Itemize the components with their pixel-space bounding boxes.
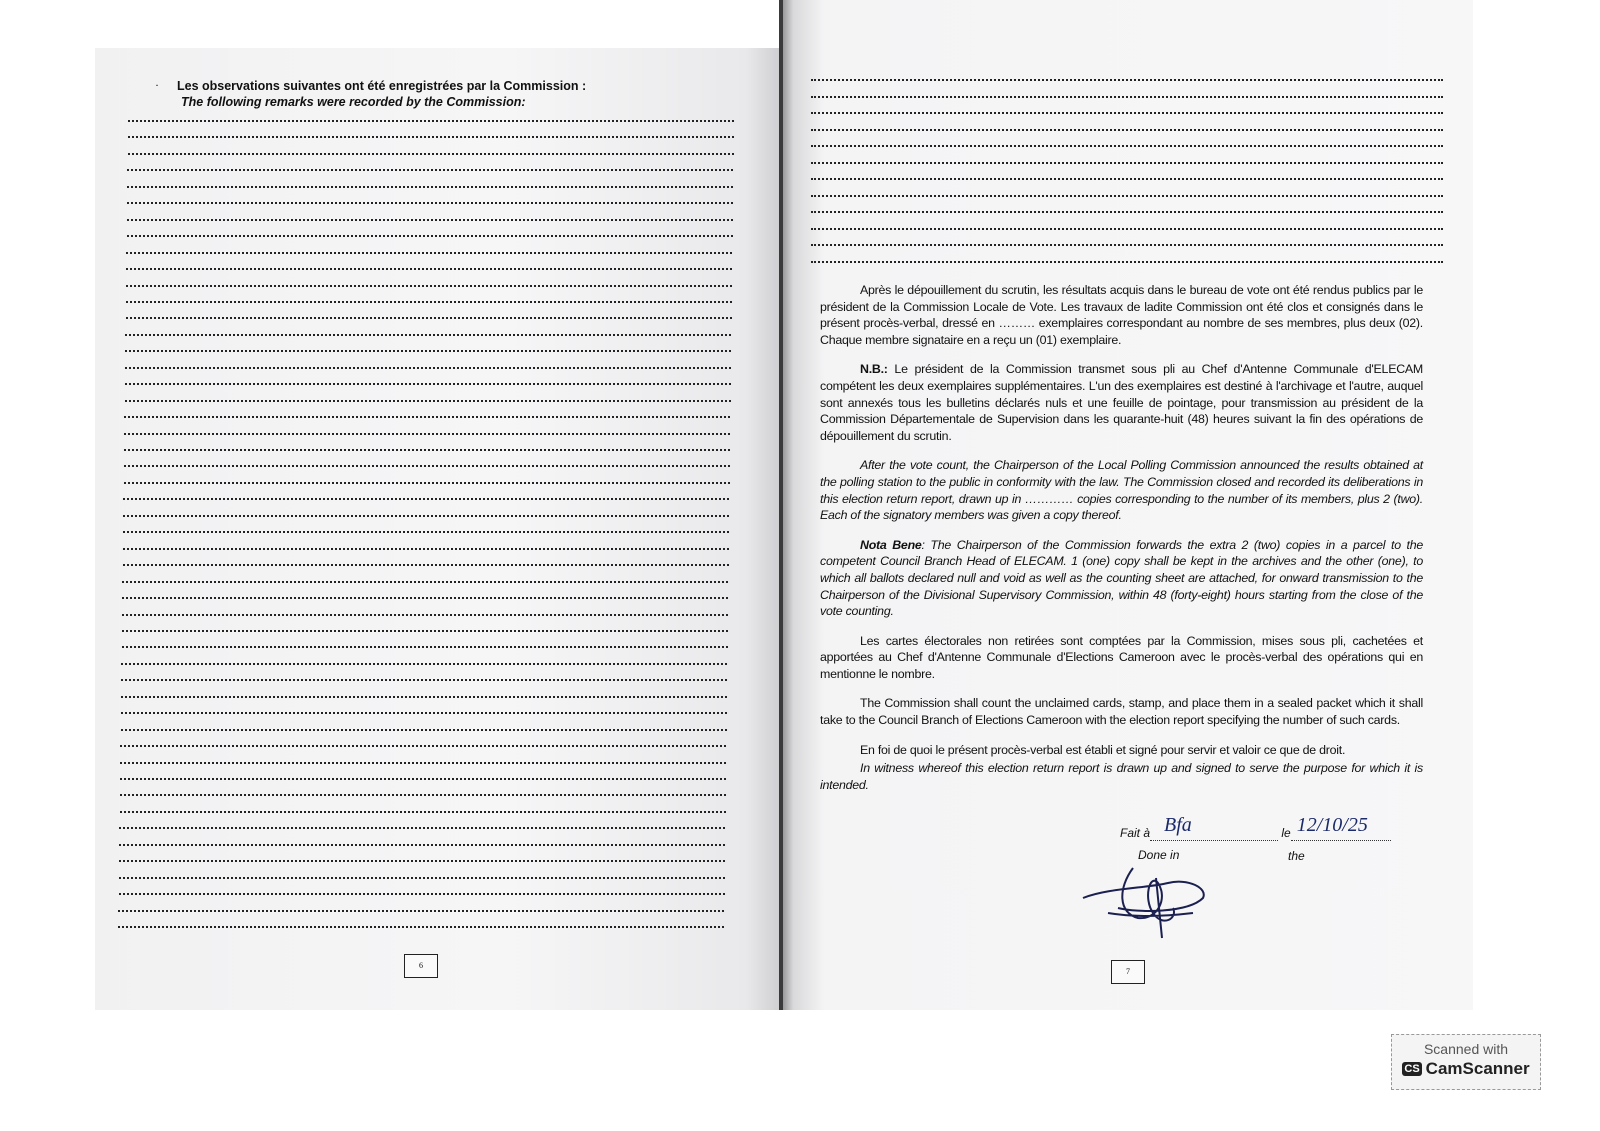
left-page — [95, 48, 780, 1010]
dotted-line — [120, 811, 726, 813]
dotted-line — [124, 482, 730, 484]
dotted-line — [122, 581, 728, 583]
dotted-line — [811, 211, 1443, 213]
dotted-line — [126, 285, 732, 287]
remarks-heading — [177, 78, 586, 110]
dotted-line — [124, 449, 730, 451]
camscanner-logo-icon: CS — [1404, 1063, 1420, 1075]
dotted-line — [126, 317, 732, 319]
dotted-line — [811, 178, 1443, 180]
dotted-line — [120, 778, 726, 780]
heading-fr: Les observations suivantes ont été enregistrées par la Commission : — [177, 79, 587, 93]
heading-en: The following remarks were recorded by the Commission: — [181, 95, 526, 109]
dotted-line — [125, 367, 731, 369]
dotted-line — [121, 712, 727, 714]
paragraph-text: Les cartes électorales non retirées sont comptées par la Commission, mises sous pli, cachetées et apportées au Chef d'Antenne Communale d'Elections Cameroon avec le procès-verbal des opérations qui en mentionne le nombre. — [820, 633, 1423, 681]
dotted-line — [119, 877, 725, 879]
dotted-line — [119, 827, 725, 829]
page-number: 7 — [1111, 960, 1145, 984]
dotted-line — [119, 844, 725, 846]
dotted-line — [124, 433, 730, 435]
paragraph-nb-fr — [820, 361, 1423, 444]
dotted-line — [127, 186, 733, 188]
dotted-line — [123, 564, 729, 566]
paragraph-results-en — [820, 457, 1423, 523]
dotted-line — [811, 129, 1443, 131]
dotted-line — [122, 614, 728, 616]
dotted-line — [123, 548, 729, 550]
dotted-line — [121, 729, 727, 731]
dotted-line — [123, 515, 729, 517]
dotted-line — [120, 794, 726, 796]
paragraph-results-fr — [820, 282, 1423, 348]
dotted-line — [122, 630, 728, 632]
paragraph-lead: Nota Bene — [860, 537, 922, 552]
dotted-line — [124, 465, 730, 467]
paragraph-text: Après le dépouillement du scrutin, les résultats acquis dans le bureau de vote ont été rendus publics par le président de la Commission Locale de Vote. Les travaux de ladite Commission ont été clos et consignés dans le présent procès-verbal, dressé en ……… exemplaires correspondant au nombre de ses membres, plus deux (02). Chaque membre signataire en a reçu un (01) exemplaire. — [820, 283, 1423, 347]
dotted-line — [122, 646, 728, 648]
camscanner-watermark — [1391, 1034, 1541, 1090]
dotted-line — [811, 112, 1443, 114]
fait-a-label: Fait à — [1120, 826, 1151, 840]
dotted-line — [811, 145, 1443, 147]
dotted-line — [127, 219, 733, 221]
right-page — [783, 0, 1473, 1010]
dotted-line — [126, 252, 732, 254]
dotted-line — [128, 136, 734, 138]
paragraph-text: After the vote count, the Chairperson of the Local Polling Commission announced the results obtained at the polling station to the public in conformity with the law. The Commission closed and recorded its deliberations in this election return report, drawn up in ………… copies corresponding to the number of its members, plus 2 (two). Each of the signatory members was given a copy thereof. — [820, 458, 1423, 523]
dotted-line — [118, 910, 724, 912]
place-handwritten: Bfa — [1164, 814, 1192, 836]
dotted-line — [121, 679, 727, 681]
done-in-label: Done in — [1138, 848, 1180, 862]
paragraph-lead: N.B.: — [860, 362, 888, 377]
date-handwritten: 12/10/25 — [1296, 814, 1368, 836]
dotted-line — [811, 162, 1443, 164]
dotted-line — [120, 762, 726, 764]
closing-en: In witness whereof this election return report is drawn up and signed to serve the purpose for which it is intended. — [820, 761, 1423, 792]
paragraph-text: Le président de la Commission transmet sous pli au Chef d'Antenne Communale d'ELECAM compétent les deux exemplaires supplémentaires. L'un des exemplaires est destiné à l'archivage et l'autre, auquel sont annexés tous les bulletins déclarés nuls et une feuille de pointage, pour transmission au président de la Commission Départementale de Supervision dans les quarante-huit (48) heures suivant la fin des opérations de dépouillement du scrutin. — [820, 362, 1423, 443]
dotted-line — [811, 195, 1443, 197]
dotted-line — [119, 893, 725, 895]
paragraph-cards-en — [820, 695, 1423, 728]
dotted-line — [124, 416, 730, 418]
paragraph-cards-fr — [820, 633, 1423, 683]
dotted-line — [811, 79, 1443, 81]
paragraph-text: The Commission shall count the unclaimed cards, stamp, and place them in a sealed packet which it shall take to the Council Branch of Elections Cameroon with the election report specifying the number of such cards. — [820, 696, 1423, 728]
report-body-text — [820, 282, 1423, 806]
watermark-line1: Scanned with — [1423, 1041, 1509, 1057]
bullet: · — [155, 78, 159, 92]
dotted-line — [811, 244, 1443, 246]
page-number: 6 — [404, 954, 438, 978]
dotted-line — [123, 531, 729, 533]
dotted-line — [127, 202, 733, 204]
dotted-line — [126, 268, 732, 270]
dotted-line — [125, 334, 731, 336]
dotted-line — [125, 350, 731, 352]
dotted-line — [119, 860, 725, 862]
dotted-line — [127, 235, 733, 237]
dotted-line — [122, 597, 728, 599]
dotted-line — [118, 926, 724, 928]
paragraph-text: : The Chairperson of the Commission forwards the extra 2 (two) copies in a parcel to the competent Council Branch Head of ELECAM. 1 (one) copy shall be kept in the archives and the other (one), to which all ballots declared null and void as well as the counting sheet are attached, for onward transmission to the Chairperson of the Divisional Supervisory Commission, within 48 (forty-eight) hours starting from the close of the vote counting. — [820, 537, 1423, 619]
paragraph-nb-en — [820, 537, 1423, 620]
dotted-line — [125, 383, 731, 385]
closing-fr: En foi de quoi le présent procès-verbal est établi et signé pour servir et valoir ce que de droit. — [860, 742, 1346, 757]
dotted-line — [811, 261, 1443, 263]
dotted-line — [121, 696, 727, 698]
the-label: the — [1288, 849, 1305, 863]
dotted-line — [121, 663, 727, 665]
dotted-line — [127, 169, 733, 171]
dotted-line — [128, 120, 734, 122]
place-date-line — [1120, 814, 1391, 841]
dotted-line — [123, 498, 729, 500]
dotted-line — [811, 228, 1443, 230]
watermark-brand: CamScanner — [1425, 1059, 1530, 1078]
dotted-line — [126, 301, 732, 303]
dotted-line — [811, 96, 1443, 98]
dotted-line — [125, 400, 731, 402]
dotted-line — [120, 745, 726, 747]
dotted-line — [128, 153, 734, 155]
signature — [1078, 858, 1218, 948]
le-label: le — [1281, 826, 1291, 840]
